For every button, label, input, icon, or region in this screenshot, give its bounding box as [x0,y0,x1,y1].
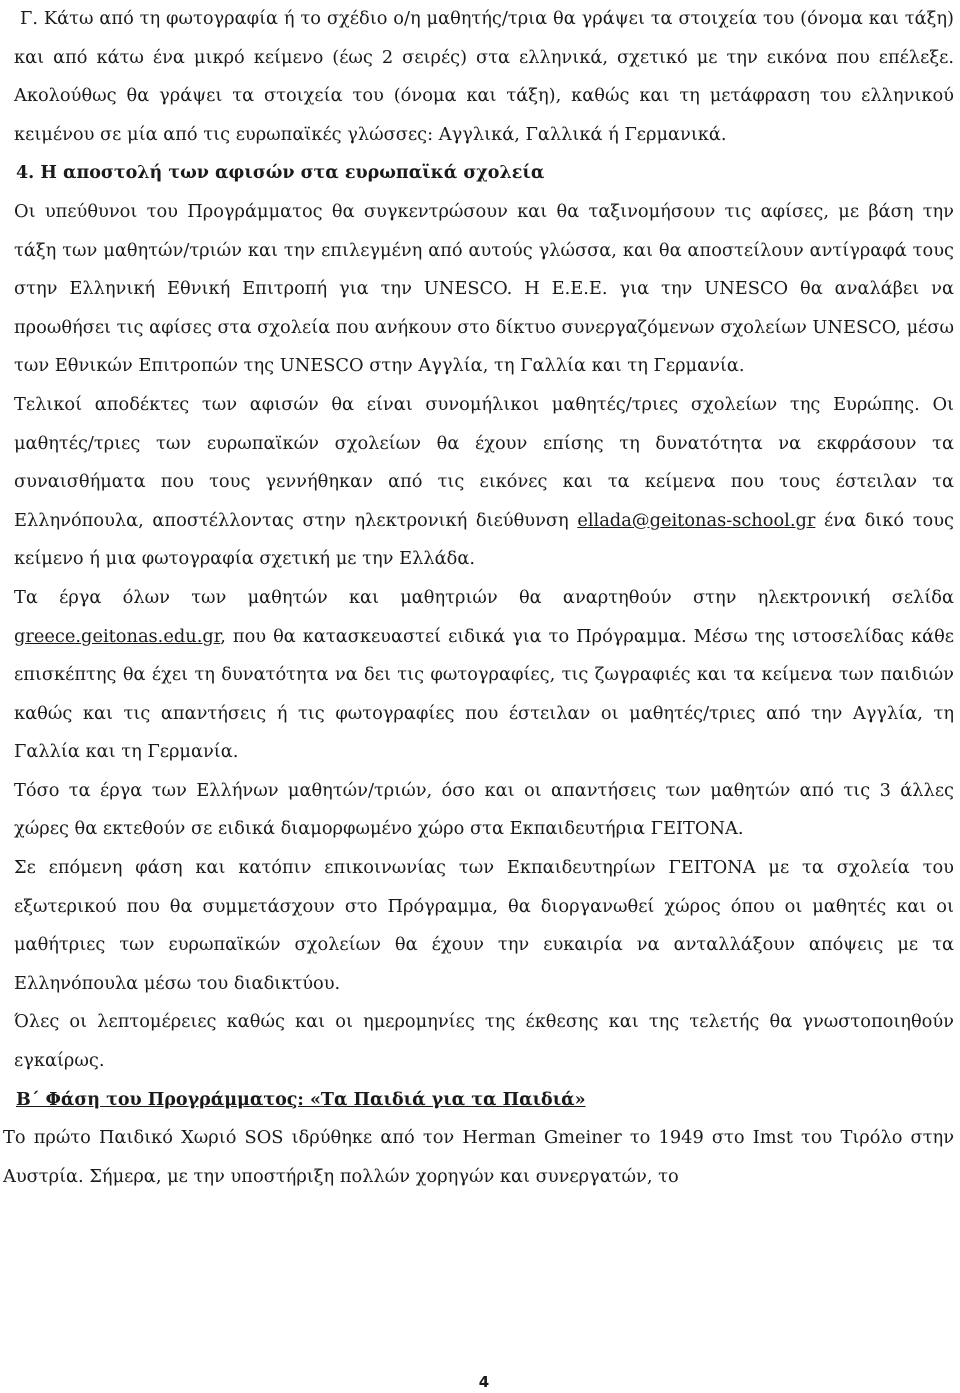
section-heading: 4. Η αποστολή των αφισών στα ευρωπαϊκά σχολεία [16,163,545,184]
text-segment: Τα έργα όλων των μαθητών και μαθητριών θα αναρτηθούν στην ηλεκτρονική σελίδα [14,586,954,608]
paragraph-website [14,579,954,772]
paragraph-instructions: Γ. Κάτω από τη φωτογραφία ή το σχέδιο ο/η μαθητής/τρια θα γράψει τα στοιχεία του (όνομα και τάξη) και από κάτω ένα μικρό κείμενο (έως 2 σειρές) στα ελληνικά, σχετικό με την εικόνα που επέλεξε. Ακολούθως θα γράψει τα στοιχεία του (όνομα και τάξη), καθώς και τη μετάφραση του ελληνικού κειμένου σε μία από τις ευρωπαϊκές γλώσσες: Αγγλικά, Γαλλικά ή Γερμανικά. [14,8,954,145]
phase-heading-text: Β΄ Φάση του Προγράμματος: «Τα Παιδιά για τα Παιδιά» [16,1089,586,1110]
page-number: 4 [478,1373,490,1391]
paragraph-exhibition: Τόσο τα έργα των Ελλήνων μαθητών/τριών, όσο και οι απαντήσεις των μαθητών από τις 3 άλλες χώρες θα εκτεθούν σε ειδικά διαμορφωμένο χώρο στα Εκπαιδευτήρια ΓΕΙΤΟΝΑ. [14,779,954,840]
paragraph-next-phase: Σε επόμενη φάση και κατόπιν επικοινωνίας των Εκπαιδευτηρίων ΓΕΙΤΟΝΑ με τα σχολεία του εξωτερικού που θα συμμετάσχουν στο Πρόγραμμα, θα διοργανωθεί χώρος όπου οι μαθητές και οι μαθήτριες των ευρωπαϊκών σχολείων θα έχουν την ευκαιρία να ανταλλάξουν απόψεις με τα Ελληνόπουλα μέσω του διαδικτύου. [14,857,954,994]
text-segment: , που θα κατασκευαστεί ειδικά για το Πρόγραμμα. Μέσω της ιστοσελίδας κάθε επισκέπτης θα έχει τη δυνατότητα να δει τις φωτογραφίες, τις ζωγραφιές και τα κείμενα των παιδιών καθώς και τις απαντήσεις ή τις φωτογραφίες που έστειλαν οι μαθητές/τριες από την Αγγλία, τη Γαλλία και τη Γερμανία. [14,625,954,763]
paragraph-sos-villages: Το πρώτο Παιδικό Χωριό SOS ιδρύθηκε από τον Herman Gmeiner το 1949 στο Imst του Τιρόλο στην Αυστρία. Σήμερα, με την υποστήριξη πολλών χορηγών και συνεργατών, το [3,1127,954,1187]
text-segment: Τελικοί αποδέκτες των αφισών θα είναι συνομήλικοι μαθητές/τριες σχολείων της Ευρώπης. Οι μαθητές/τριες των ευρωπαϊκών σχολείων θα έχουν επίσης τη δυνατότητα να εκφράσουν τα συναισθήματα που τους γεννήθηκαν από τις εικόνες και τα κείμενα που τους έστειλαν τα Ελληνόπουλα, αποστέλλοντας στην ηλεκτρονική διεύθυνση [14,393,954,531]
website-link[interactable]: greece.geitonas.edu.gr [14,625,221,647]
text-segment: ένα δικό τους κείμενο ή μια φωτογραφία σχετική με την Ελλάδα. [14,509,955,570]
email-link[interactable]: ellada@geitonas-school.gr [577,509,816,531]
phase-heading [14,1081,954,1120]
paragraph-distribution: Οι υπεύθυνοι του Προγράμματος θα συγκεντρώσουν και θα ταξινομήσουν τις αφίσες, με βάση την τάξη των μαθητών/τριών και την επιλεγμένη από αυτούς γλώσσα, και θα αποστείλουν αντίγραφά τους στην Ελληνική Εθνική Επιτροπή για την UNESCO. Η Ε.Ε.Ε. για την UNESCO θα αναλάβει να προωθήσει τις αφίσες στα σχολεία που ανήκουν στο δίκτυο συνεργαζόμενων σχολείων UNESCO, μέσω των Εθνικών Επιτροπών της UNESCO στην Αγγλία, τη Γαλλία και τη Γερμανία. [14,200,954,377]
paragraph-details: Όλες οι λεπτομέρειες καθώς και οι ημερομηνίες της έκθεσης και της τελετής θα γνωστοποιηθούν εγκαίρως. [14,1011,954,1072]
document-page [3,0,955,1196]
paragraph-recipients [14,386,954,579]
